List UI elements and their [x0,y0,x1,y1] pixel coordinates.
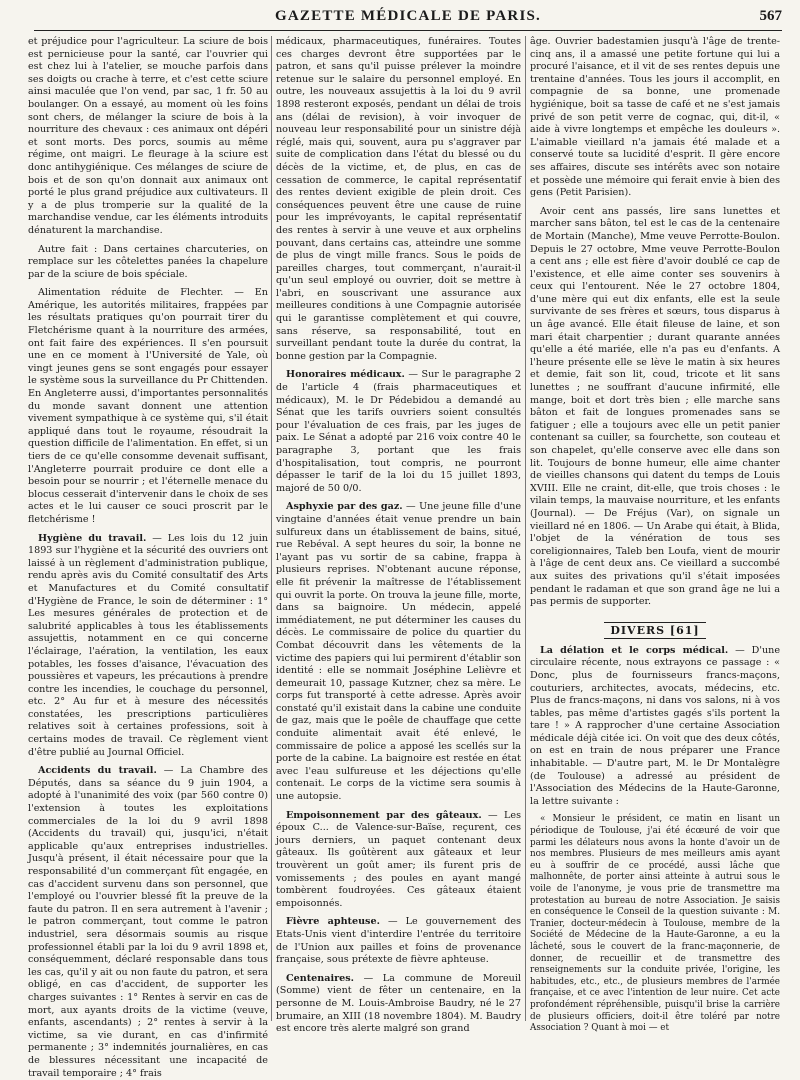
article-heading: Accidents du travail. [38,765,157,777]
page-number: 567 [759,8,782,24]
article-body: — Une jeune fille d'une vingtaine d'années était venue prendre un bain sulfureux dans un établissement de bains, situé, rue Rebéval. A sept heures du soir, la bonne ne l'ayant pas vu sortir de sa cabine, frappa à plusieurs reprises. N'obtenant aucune réponse, elle fit prévenir la maîtresse de l'établissement qui ouvrit la porte. On trouva la jeune fille, morte, dans sa baignoire. Un médecin, appelé immédiatement, ne put déterminer les causes du décès. Le commissaire de police du quartier du Combat découvrit dans les vêtements de la victime des papiers qui lui permirent d'établir son identité : elle se nommait Joséphine Lelièvre et demeurait 10, passage Kutzner, chez sa mère. Le corps fut transporté à cette adresse. Après avoir constaté qu'il existait dans la cabine une conduite de gaz, mais que le poêle de chauffage que cette conduite alimentait avait été enlevé, le commissaire de police a apposé les scellés sur la porte de la cabine. La baignoire est restée en état avec l'eau sulfureuse et les déjections qu'elle contenait. Le corps de la victime sera soumis à une autopsie. [276,501,521,803]
article-heading: Empoisonnement par des gâteaux. [286,809,482,821]
section-header [530,619,780,639]
article-heading: Hygiène du travail. [38,532,147,544]
article-heading: Centenaires. [286,972,354,984]
article-heading: La délation et le corps médical. [540,644,729,656]
paragraph: et préjudice pour l'agriculteur. La sciure de bois est pernicieuse pour la santé, car l'ouvrier qui est chez lui à l'atelier, se mouche parfois dans ses doigts ou crache à terre, et c'est cette sciure ainsi maculée que l'on vend, par sac, 1 fr. 50 au boulanger. On a essayé, au moment où les foins sont chers, de mélanger la sciure de bois à la nourriture des chevaux : ces animaux ont dépéri et sont morts. Des porcs, soumis au même régime, ont maigri. Le fleurage à la sciure est donc antihygiénique. Ces mélanges de sciure de bois et de son qu'on donnait aux animaux ont porté le plus grand préjudice aux cultivateurs. Il y a de plus tromperie sur la qualité de la marchandise vendue, car les éléments introduits dénaturent la marchandise. [28,36,268,236]
article-body: — Le gouvernement des Etats-Unis vient d'interdire l'entrée du territoire de l'Union aux pailles et foins de provenance française, sous prétexte de fièvre aphteuse. [276,916,521,966]
article-heading: Honoraires médicaux. [286,369,405,381]
paragraph: Alimentation réduite de Flechter. — En Amérique, les autorités militaires, frappées par les résultats pratiques qu'on pourrait tirer du Fletchérisme quant à la nourriture des armées, ont fait faire des expériences. Il s'en poursuit une en ce moment à l'Université de Yale, où vingt jeunes gens se sont engagés pour essayer le système sous la surveillance du Pr Chittenden. En Angleterre aussi, d'importantes personnalités du monde savant donnent une attention vivement sympathique à ce système qui, s'il était appliqué dans tout le royaume, résoudrait la question difficile de l'alimentation. En effet, si un tiers de ce qu'elle consomme devenait suffisant, l'Angleterre pourrait produire ce dont elle a besoin pour se nourrir ; et l'éternelle menace du blocus cesserait d'intervenir dans le choix de ses actes et le lui causer ce souci proscrit par le fletchérisme ! [28,287,268,525]
article-body: — Les lois du 12 juin 1893 sur l'hygiène et la sécurité des ouvriers ont laissé à un règlement d'administration publique, rendu après avis du Comité consultatif des Arts et Manufactures et du Comité consultatif d'Hygiène de France, le soin de déterminer : 1° Les mesures générales de protection et de salubrité applicables à tous les établissements assujettis, notamment en ce qui concerne l'éclairage, l'aération, la ventilation, les eaux potables, les fosses d'aisance, l'évacuation des poussières et vapeurs, les précautions à prendre contre les incendies, le couchage du personnel, etc. 2° Au fur et à mesure des nécessités constatées, les prescriptions particulières relatives soit à certaines professions, soit à certains modes de travail. Ce règlement vient d'être publié au Journal Officiel. [28,532,268,758]
article [276,810,521,911]
journal-title: GAZETTE MÉDICALE DE PARIS. [275,8,541,24]
article [276,973,521,1036]
article-body: — Sur le paragraphe 2 de l'article 4 (frais pharmaceutiques et médicaux), M. le Dr Pédebidou a demandé au Sénat que les tarifs ouvriers soient consultés pour l'évaluation de ces frais, par les juges de paix. Le Sénat a adopté par 216 voix contre 40 le paragraphe 3, portant que les frais d'hospitalisation, tout compris, ne pourront dépasser le tarif de la loi du 15 juillet 1893, majoré de 50 0/0. [276,369,521,494]
column-divider [525,36,526,1021]
article [530,645,780,809]
article [276,369,521,495]
article-heading: Asphyxie par des gaz. [286,501,403,513]
article-body: — D'une circulaire récente, nous extrayons ce passage : « Donc, plus de fournisseurs francs-maçons, couturiers, architectes, avocats, médecins, etc. Plus de francs-maçons, ni dans vos salons, ni à vos tables, pas même d'artistes gagés s'ils portent la tare ! » A rapprocher d'une certaine Association médicale déjà citée ici. On voit que des deux côtés, on est en train de nous préparer une France inhabitable. — D'autre part, M. le Dr Montalègre (de Toulouse) a adressé au président de l'Association des Médecins de la Haute-Garonne, la lettre suivante : [530,644,780,807]
column-2 [276,36,522,1035]
paragraph: âge. Ouvrier badestamien jusqu'à l'âge de trente-cinq ans, il a amassé une petite fortune qui lui a procuré l'aisance, et il vit de ses rentes depuis une trentaine d'années. Tous les jours il accomplit, en compagnie de sa bonne, une promenade hygiénique, boit sa tasse de café et ne s'est jamais privé de son petit verre de cognac, qui, dit-il, « aide à vivre longtemps et empêche les douleurs ». L'aimable vieillard n'a jamais été malade et a conservé toute sa lucidité d'esprit. Il gère encore ses affaires, discute ses intérêts avec son notaire et possède une mémoire qui ferait envie à bien des gens (Petit Parisien). [530,36,780,199]
article [276,501,521,803]
quoted-letter: « Monsieur le président, ce matin en lisant un périodique de Toulouse, j'ai été écœuré de voir que parmi les délateurs nous avons la honte d'avoir un de nos membres. Plusieurs de mes meilleurs amis ayant eu à souffrir de ce procédé, aussi lâche que malhonnête, de porter ainsi atteinte à autrui sous le voile de l'anonyme, je vous prie de transmettre ma protestation au bureau de notre Association. Je saisis en conséquence le Conseil de la question suivante : M. Tranier, docteur-médecin à Toulouse, membre de la Société de Médecine de la Haute-Garonne, a eu la lâcheté, sous le couvert de la franc-maçonnerie, de donner, de recueillir et de transmettre des renseignements sur la conduite privée, l'origine, les habitudes, etc., etc., de plusieurs membres de l'armée française, et ce avec l'intention de leur nuire. Cet acte profondément répréhensible, puisqu'il brise la carrière de plusieurs officiers, doit-il être toléré par notre Association ? Quant à moi — et [530,814,780,1034]
article-body: — Les époux C... de Valence-sur-Baïse, reçurent, ces jours derniers, un paquet contenant deux gâteaux. Ils goûtèrent aux gâteaux et leur trouvèrent un goût amer; ils furent pris de vomissements ; des poules en ayant mangé tombèrent foudroyées. Ces gâteaux étaient empoisonnés. [276,809,522,909]
article-body: — La commune de Moreuil (Somme) vient de fêter un centenaire, en la personne de M. Louis-Ambroise Baudry, né le 27 brumaire, an XIII (18 novembre 1804). M. Baudry est encore très alerte malgré son grand [276,972,521,1035]
column-divider [271,36,272,1021]
paragraph: Avoir cent ans passés, lire sans lunettes et marcher sans bâton, tel est le cas de la centenaire de Mortain (Manche), Mme veuve Perrotte-Boulon. Depuis le 27 octobre, Mme veuve Perrotte-Boulon a cent ans ; elle est fière d'avoir doublé ce cap de l'existence, et elle aime conter ses souvenirs à ceux qui l'entourent. Née le 27 octobre 1804, d'une mère qui eut dix enfants, elle est la seule survivante de ses frères et sœurs, tous disparus à un âge avancé. Elle était fileuse de laine, et son mari était charpentier ; durant quarante années qu'elle a été mariée, elle n'a pas eu d'enfants. A l'heure présente elle se lève le matin à six heures et demie, fait son lit, coud, tricote et lit sans lunettes ; ne souffrant d'aucune infirmité, elle mange, boit et dort très bien ; elle marche sans bâton et fait de longues promenades sans se fatiguer ; elle a toujours avec elle un petit panier contenant sa cuiller, sa fourchette, son couteau et son chapelet, qu'elle conserve avec elle dans son lit. Toujours de bonne humeur, elle aime chanter de vieilles chansons qui datent du temps de Louis XVIII. Elle ne craint, dit-elle, que trois choses : le vilain temps, la mauvaise nourriture, et les enfants (Journal). — De Fréjus (Var), on signale un vieillard né en 1806. — Un Arabe qui était, à Blida, l'objet de la vénération de tous ses coreligionnaires, Taleb ben Loufa, vient de mourir à l'âge de cent deux ans. Ce vieillard a succombé aux suites des privations qu'il s'était imposées pendant le radaman et que son grand âge ne lui a pas permis de supporter. [530,205,780,608]
article [28,533,268,760]
article-body: — La Chambre des Députés, dans sa séance du 9 juin 1904, a adopté à l'unanimité des voix (par 560 contre 0) l'extension à toutes les exploitations commerciales de la loi du 9 avril 1898 (Accidents du travail) qui, jusqu'ici, n'était applicable qu'aux entreprises industrielles. Jusqu'à présent, il était nécessaire pour que la responsabilité d'un commerçant fût engagée, en cas d'accident survenu dans son personnel, que l'employé ou l'ouvrier blessé fît la preuve de la faute du patron. Il en sera autrement à l'avenir ; le patron commerçant, tout comme le patron industriel, sera désormais soumis au risque professionnel établi par la loi du 9 avril 1898 et, conséquemment, déclaré responsable dans tous les cas, qu'il y ait ou non faute du patron, et sera obligé, en cas d'accident, de supporter les charges suivantes : 1° Rentes à servir en cas de mort, aux ayants droits de la victime (veuve, enfants, ascendants) ; 2° rentes à servir à la victime, sa vie durant, en cas d'infirmité permanente ; 3° indemnités journalières, en cas de blessures nécessitant une incapacité de travail temporaire ; 4° frais [28,765,268,1079]
column-3 [530,36,780,1034]
article-heading: Fièvre aphteuse. [286,916,380,928]
paragraph: médicaux, pharmaceutiques, funéraires. Toutes ces charges devront être supportées par le patron, et sans qu'il puisse prélever la moindre retenue sur le salaire du personnel employé. En outre, les nouveaux assujettis à la loi du 9 avril 1898 resteront exposés, pendant un délai de trois ans (délai de revision), à voir invoquer de nouveau leur responsabilité pour un sinistre déjà réglé, mais qui, souvent, aura pu s'aggraver par suite de complication dans l'état du blessé ou du décès de la victime, et, de plus, en cas de cessation de commerce, le capital représentatif des rentes devient exigible de plein droit. Ces conséquences peuvent être une cause de ruine pour les imprévoyants, le capital représentatif des rentes à servir à une veuve et aux orphelins pouvant, dans certains cas, atteindre une somme de plus de vingt mille francs. Sous le poids de pareilles charges, tout commerçant, n'aurait-il qu'un seul employé ou ouvrier, doit se mettre à l'abri, en souscrivant une assurance aux meilleures conditions à une Compagnie autorisée qui le garantisse complètement et qui couvre, sans réserve, sa responsabilité, tout en surveillant pendant toute la durée du contrat, la bonne gestion par la Compagnie. [276,36,521,362]
section-title: DIVERS [61] [604,622,705,639]
paragraph: Autre fait : Dans certaines charcuteries, on remplace sur les côtelettes panées la chapelure par de la sciure de bois spéciale. [28,243,268,280]
article [28,765,268,1080]
page-header [34,8,782,31]
article [276,916,521,966]
column-1 [28,36,268,1079]
